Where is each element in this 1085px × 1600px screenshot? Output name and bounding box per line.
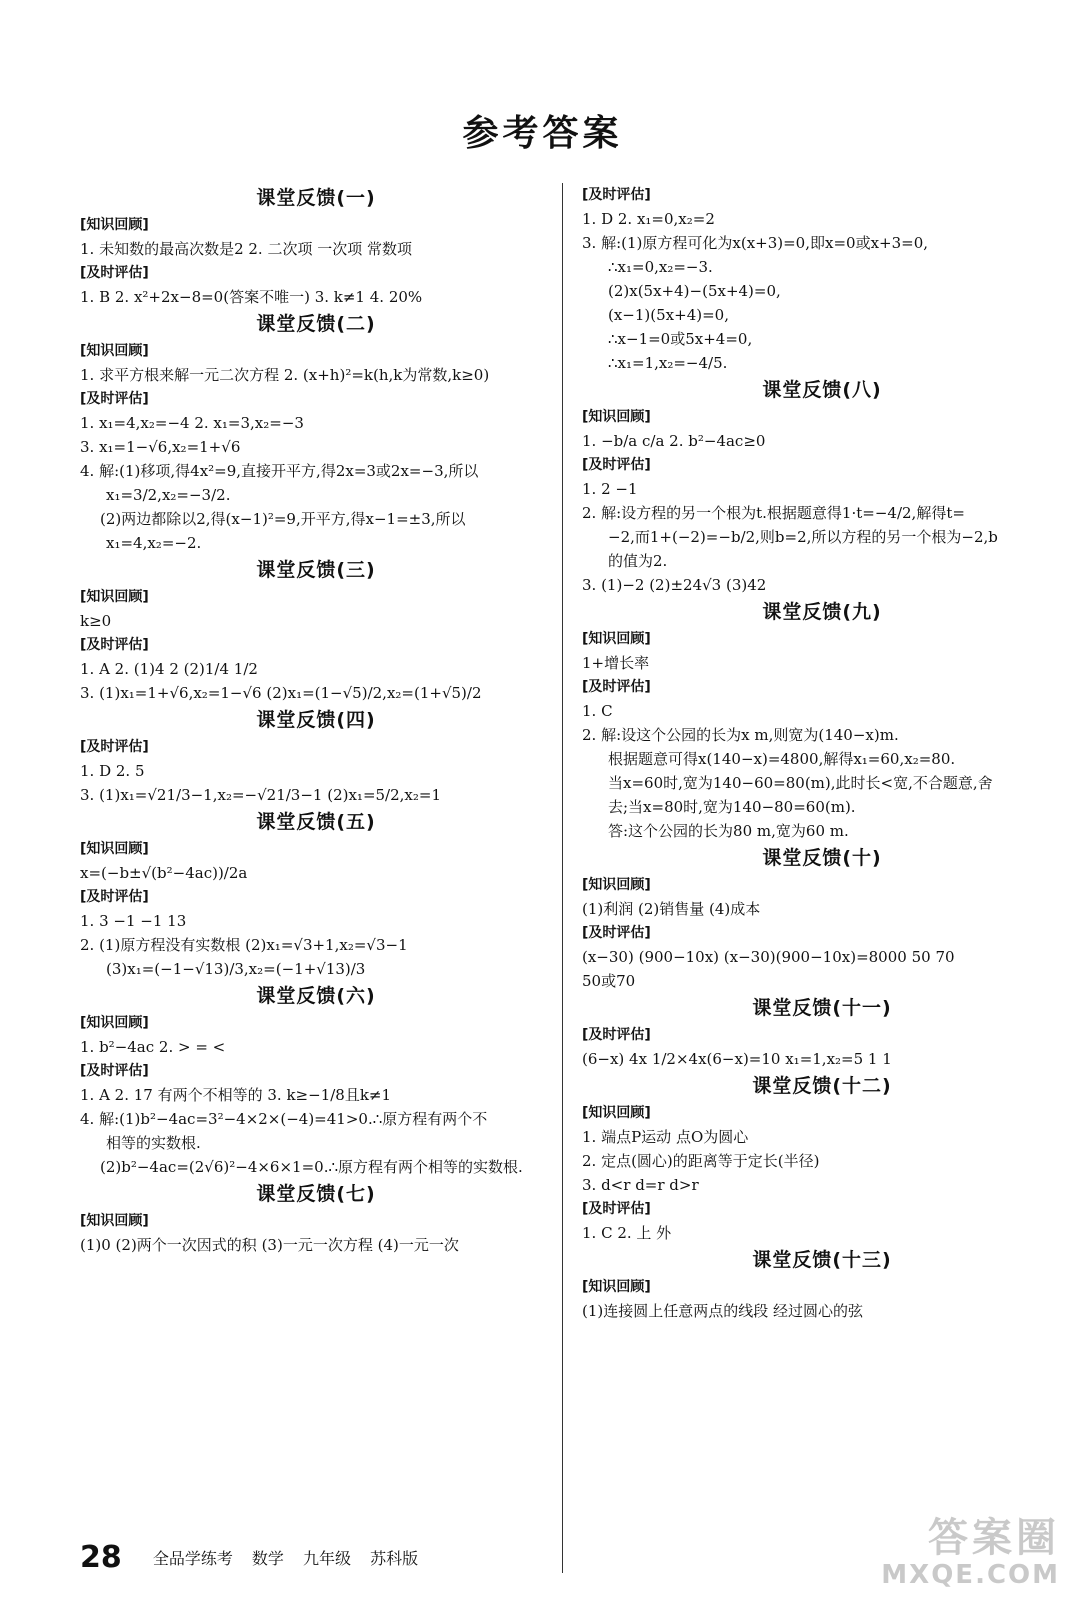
answer-line: 1. C [582,702,613,720]
answer-line: 1. A 2. 17 有两个不相等的 3. k≥−1/8且k≠1 [80,1086,392,1104]
section-tag: [知识回顾] [80,1213,149,1229]
section-tag: [知识回顾] [582,1105,651,1121]
section-tag: [及时评估] [582,187,651,203]
answer-line: 1. x₁=4,x₂=−4 2. x₁=3,x₂=−3 [80,414,304,432]
section-tag: [及时评估] [80,889,149,905]
section-heading: 课堂反馈(七) [256,1183,376,1205]
section-heading: 课堂反馈(三) [256,559,376,581]
section-heading: 课堂反馈(四) [256,709,376,731]
answer-line: 1. C 2. 上 外 [582,1224,672,1242]
section-heading: 课堂反馈(十一) [752,997,892,1019]
answer-line: ∴x₁=1,x₂=−4/5. [608,354,728,372]
section-tag: [及时评估] [80,739,149,755]
page-title: 参考答案 [462,113,623,154]
answer-line: 当x=60时,宽为140−60=80(m),此时长<宽,不合题意,舍 [608,774,993,792]
answer-line: (1)0 (2)两个一次因式的积 (3)一元一次方程 (4)一元一次 [80,1236,459,1254]
answer-line: 3. (1)−2 (2)±24√3 (3)42 [582,576,767,594]
answer-line: (x−1)(5x+4)=0, [608,306,729,324]
answer-line: 3. (1)x₁=√21/3−1,x₂=−√21/3−1 (2)x₁=5/2,x₂=1 [80,786,442,804]
section-tag: [及时评估] [80,637,149,653]
watermark-text: 答案圈 [928,1515,1060,1561]
answer-line: (2)两边都除以2,得(x−1)²=9,开平方,得x−1=±3,所以 [100,510,466,528]
section-tag: [及时评估] [80,1063,149,1079]
section-tag: [知识回顾] [80,1015,149,1031]
left-column [80,183,552,1257]
section-tag: [知识回顾] [80,343,149,359]
book-label: 全品学练考 数学 九年级 苏科版 [152,1549,419,1568]
answer-line: 2. 解:设这个公园的长为x m,则宽为(140−x)m. [582,726,899,744]
answer-line: 1. 端点P运动 点O为圆心 [582,1128,749,1146]
page-footer [80,1540,418,1575]
answer-line: (1)连接圆上任意两点的线段 经过圆心的弦 [582,1302,864,1320]
section-tag: [知识回顾] [80,589,149,605]
answer-line: −2,而1+(−2)=−b/2,则b=2,所以方程的另一个根为−2,b [608,528,998,546]
answer-line: 答:这个公园的长为80 m,宽为60 m. [608,822,849,840]
section-heading: 课堂反馈(六) [256,985,376,1007]
section-heading: 课堂反馈(十三) [752,1249,892,1271]
answer-line: 的值为2. [608,552,668,570]
watermark-logo [881,1516,1060,1590]
answer-line: ∴x−1=0或5x+4=0, [608,330,753,348]
answer-line: 1. B 2. x²+2x−8=0(答案不唯一) 3. k≠1 4. 20% [80,288,423,306]
column-divider [562,183,563,1573]
answer-line: ∴x₁=0,x₂=−3. [608,258,713,276]
answer-line: (1)利润 (2)销售量 (4)成本 [582,900,761,918]
watermark-url: MXQE.COM [881,1560,1060,1590]
section-tag: [及时评估] [582,925,651,941]
answer-line: 根据题意可得x(140−x)=4800,解得x₁=60,x₂=80. [608,750,956,768]
answer-line: 2. (1)原方程没有实数根 (2)x₁=√3+1,x₂=√3−1 [80,936,408,954]
answer-line: 1. 3 −1 −1 13 [80,912,187,930]
answer-line: 2. 解:设方程的另一个根为t.根据题意得1·t=−4/2,解得t= [582,504,965,522]
section-tag: [知识回顾] [582,877,651,893]
answer-line: 50或70 [582,972,636,990]
answer-line: (3)x₁=(−1−√13)/3,x₂=(−1+√13)/3 [106,960,366,978]
answer-line: 1+增长率 [582,654,650,672]
answer-line: k≥0 [80,612,112,630]
section-heading: 课堂反馈(九) [762,601,882,623]
section-tag: [知识回顾] [80,841,149,857]
answer-line: (6−x) 4x 1/2×4x(6−x)=10 x₁=1,x₂=5 1 1 [582,1050,892,1068]
answer-line: 相等的实数根. [106,1134,201,1152]
section-tag: [及时评估] [582,679,651,695]
answer-line: 3. x₁=1−√6,x₂=1+√6 [80,438,241,456]
answer-line: 1. b²−4ac 2. > = < [80,1038,226,1056]
answer-line: 3. (1)x₁=1+√6,x₂=1−√6 (2)x₁=(1−√5)/2,x₂=(1+√5)/2 [80,684,482,702]
section-tag: [知识回顾] [582,409,651,425]
answer-line: 1. A 2. (1)4 2 (2)1/4 1/2 [80,660,258,678]
answer-line: 1. 未知数的最高次数是2 2. 二次项 一次项 常数项 [80,240,413,258]
section-tag: [及时评估] [582,457,651,473]
answer-line: 3. d<r d=r d>r [582,1176,699,1194]
answer-line: x₁=4,x₂=−2. [106,534,202,552]
answer-line: 4. 解:(1)b²−4ac=3²−4×2×(−4)=41>0.∴原方程有两个不 [80,1110,488,1128]
section-tag: [及时评估] [80,391,149,407]
answer-line: 4. 解:(1)移项,得4x²=9,直接开平方,得2x=3或2x=−3,所以 [80,462,479,480]
section-tag: [知识回顾] [80,217,149,233]
answer-line: 1. −b/a c/a 2. b²−4ac≥0 [582,432,766,450]
section-heading: 课堂反馈(二) [256,313,376,335]
answer-line: x₁=3/2,x₂=−3/2. [106,486,231,504]
section-tag: [及时评估] [582,1027,651,1043]
section-tag: [知识回顾] [582,631,651,647]
answer-line: 1. 2 −1 [582,480,638,498]
answer-line: (2)b²−4ac=(2√6)²−4×6×1=0.∴原方程有两个相等的实数根. [100,1158,523,1176]
section-heading: 课堂反馈(五) [256,811,376,833]
section-heading: 课堂反馈(八) [762,379,882,401]
page-number: 28 [80,1540,122,1575]
answer-line: 1. D 2. x₁=0,x₂=2 [582,210,715,228]
answer-line: (2)x(5x+4)−(5x+4)=0, [608,282,781,300]
answer-line: 1. D 2. 5 [80,762,145,780]
answer-line: 去;当x=80时,宽为140−80=60(m). [608,798,856,816]
section-tag: [知识回顾] [582,1279,651,1295]
answer-line: 2. 定点(圆心)的距离等于定长(半径) [582,1152,820,1170]
section-tag: [及时评估] [582,1201,651,1217]
section-heading: 课堂反馈(十) [762,847,882,869]
answer-line: x=(−b±√(b²−4ac))/2a [80,864,248,882]
section-tag: [及时评估] [80,265,149,281]
section-heading: 课堂反馈(十二) [752,1075,892,1097]
answer-line: (x−30) (900−10x) (x−30)(900−10x)=8000 50 70 [582,948,955,966]
answer-line: 1. 求平方根来解一元二次方程 2. (x+h)²=k(h,k为常数,k≥0) [80,366,490,384]
answer-line: 3. 解:(1)原方程可化为x(x+3)=0,即x=0或x+3=0, [582,234,929,252]
right-column [582,183,1062,1323]
section-heading: 课堂反馈(一) [256,187,376,209]
